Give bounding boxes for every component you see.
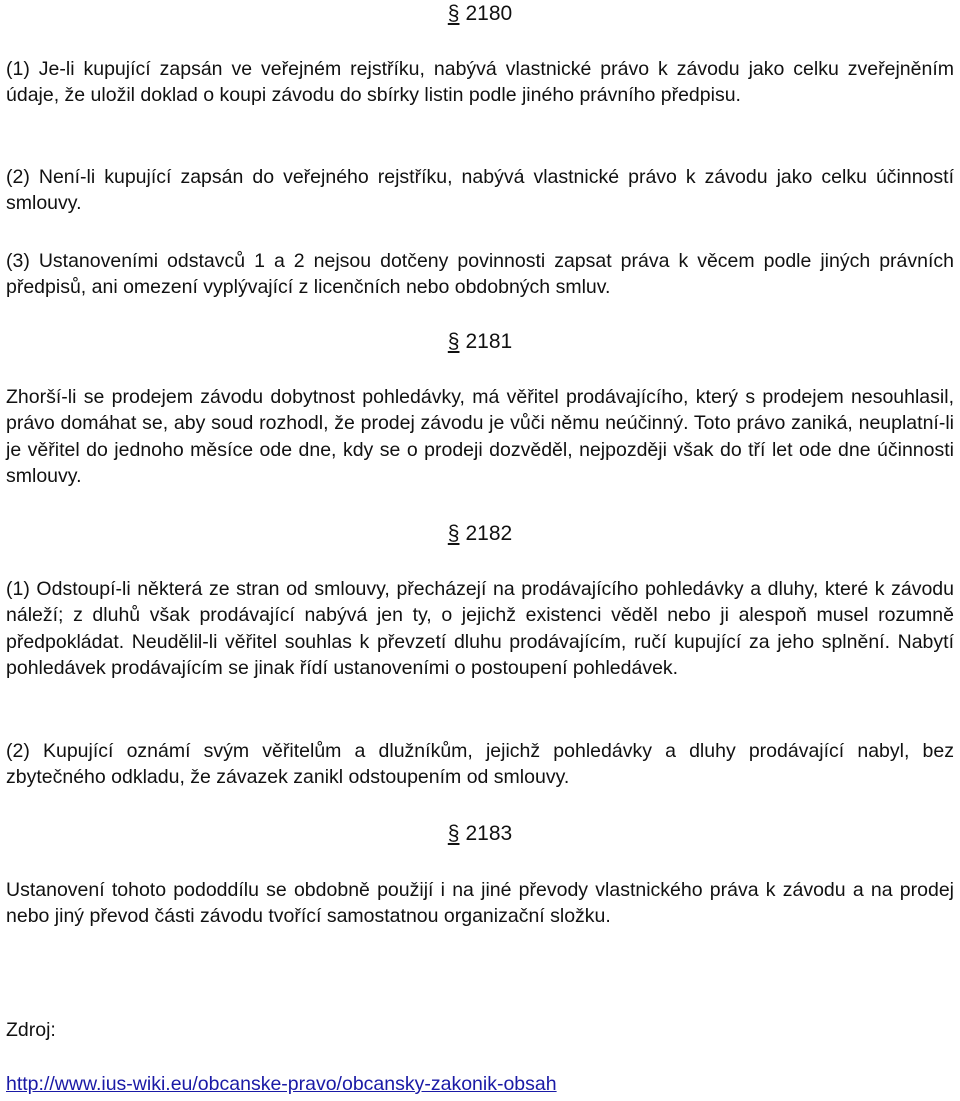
source-label: Zdroj:	[6, 1019, 56, 1041]
section-symbol: §	[447, 522, 460, 545]
source-link[interactable]: http://www.ius-wiki.eu/obcanske-pravo/obcansky-zakonik-obsah	[6, 1073, 557, 1095]
section-heading-2180	[6, 1, 954, 27]
section-heading-2182	[6, 521, 954, 547]
section-number: 2180	[465, 2, 513, 25]
paragraph-2183-1: Ustanovení tohoto pododdílu se obdobně použijí i na jiné převody vlastnického práva k závodu a na prodej nebo jiný převod části závodu tvořící samostatnou organizační složku.	[6, 879, 954, 928]
section-heading-2181	[6, 329, 954, 355]
paragraph-2180-1: (1) Je-li kupující zapsán ve veřejném rejstříku, nabývá vlastnické právo k závodu jako celku zveřejněním údaje, že uložil doklad o koupi závodu do sbírky listin podle jiného právního předpisu.	[6, 58, 954, 107]
section-number: 2181	[465, 330, 513, 353]
paragraph-2182-1: (1) Odstoupí-li některá ze stran od smlouvy, přecházejí na prodávajícího pohledávky a dluhy, které k závodu náleží; z dluhů však prodávající nabývá jen ty, o jejichž existenci věděl nebo ji alespoň musel rozumně předpokládat. Neudělil-li věřitel souhlas k převzetí dluhu prodávajícím, ručí kupující za jeho splnění. Nabytí pohledávek prodávajícím se jinak řídí ustanoveními o postoupení pohledávek.	[6, 578, 954, 679]
paragraph-2180-2: (2) Není-li kupující zapsán do veřejného rejstříku, nabývá vlastnické právo k závodu jako celku účinností smlouvy.	[6, 166, 954, 215]
paragraph-2180-3: (3) Ustanoveními odstavců 1 a 2 nejsou dotčeny povinnosti zapsat práva k věcem podle jiných právních předpisů, ani omezení vyplývající z licenčních nebo obdobných smluv.	[6, 250, 954, 299]
section-symbol: §	[447, 822, 460, 845]
section-number: 2182	[465, 522, 513, 545]
section-number: 2183	[465, 822, 513, 845]
section-symbol: §	[447, 330, 460, 353]
paragraph-2181-1: Zhorší-li se prodejem závodu dobytnost pohledávky, má věřitel prodávajícího, který s prodejem nesouhlasil, právo domáhat se, aby soud rozhodl, že prodej závodu je vůči němu neúčinný. Toto právo zaniká, neuplatní-li je věřitel do jednoho měsíce ode dne, kdy se o prodeji dozvěděl, nejpozději však do tří let ode dne účinnosti smlouvy.	[6, 386, 954, 487]
paragraph-2182-2: (2) Kupující oznámí svým věřitelům a dlužníkům, jejichž pohledávky a dluhy prodávající nabyl, bez zbytečného odkladu, že závazek zanikl odstoupením od smlouvy.	[6, 740, 954, 789]
section-symbol: §	[447, 2, 460, 25]
section-heading-2183	[6, 821, 954, 847]
